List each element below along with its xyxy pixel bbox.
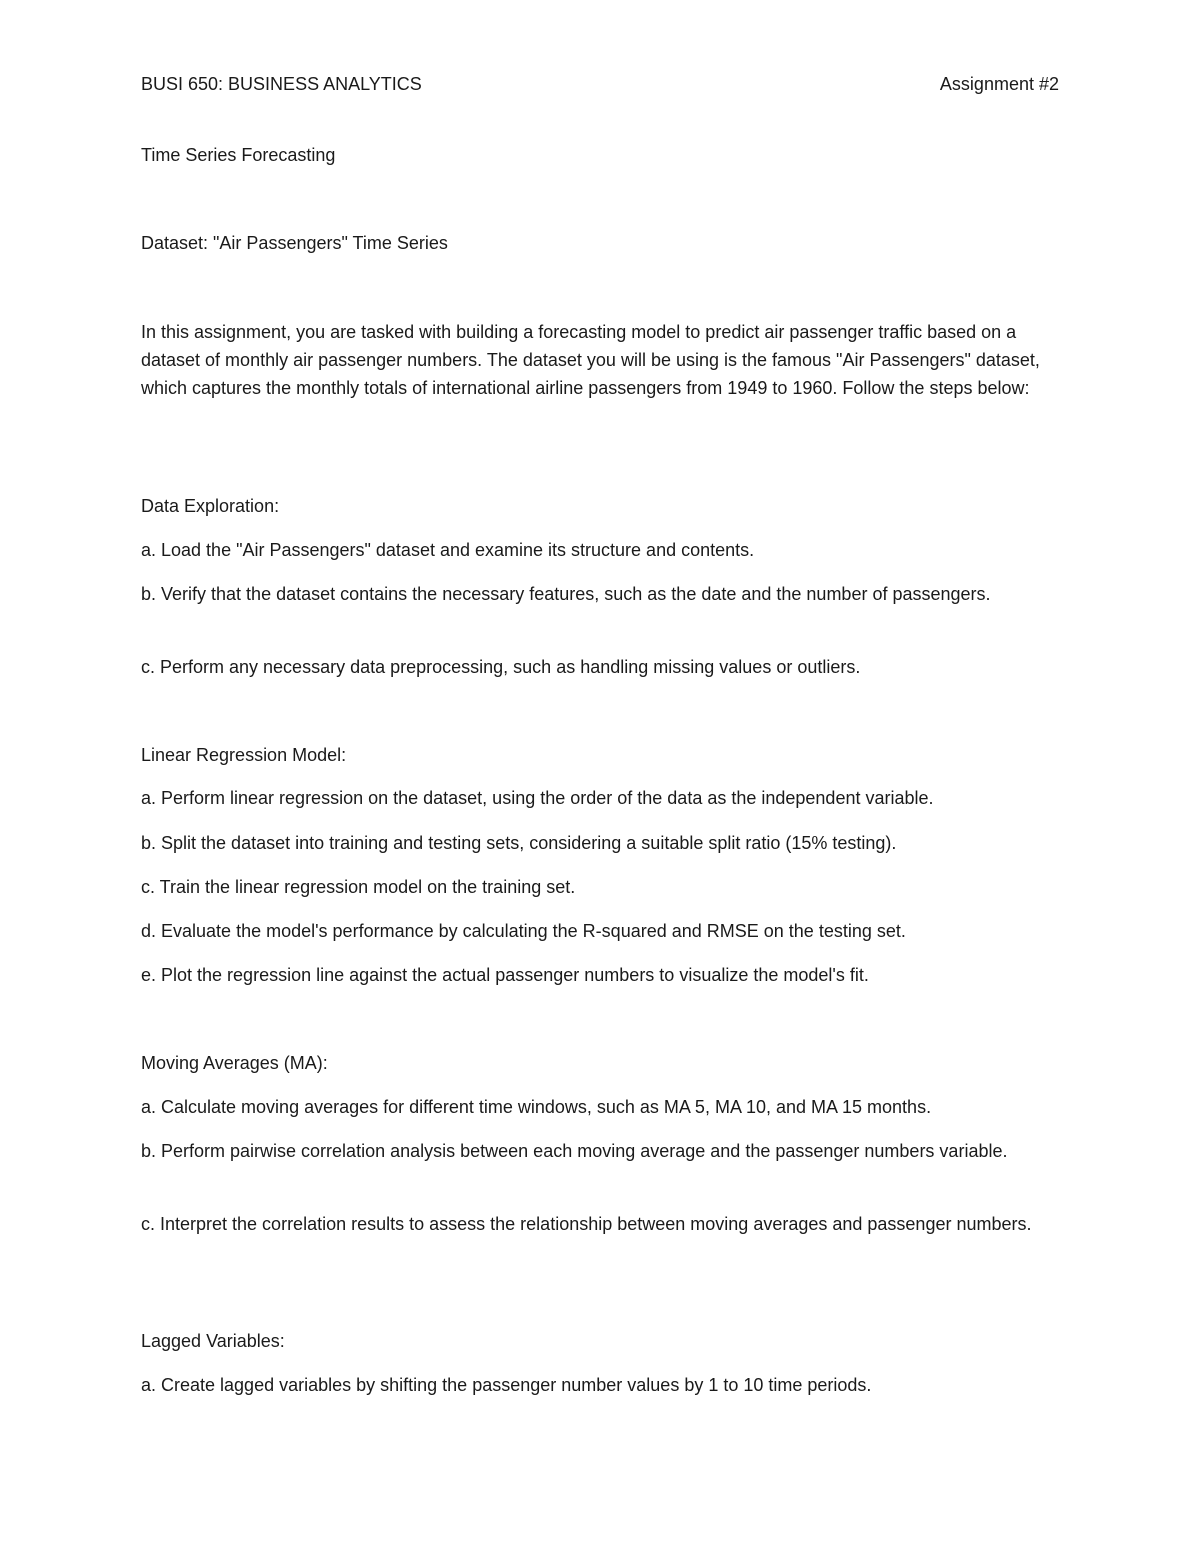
list-item: e. Plot the regression line against the actual passenger numbers to visualize the model's fit. [141, 965, 869, 985]
page-header [141, 70, 1059, 98]
section-heading: Lagged Variables: [141, 1331, 285, 1351]
document-title: Time Series Forecasting [141, 145, 336, 165]
list-item: c. Interpret the correlation results to assess the relationship between moving averages and passenger numbers. [141, 1214, 1032, 1234]
section-heading: Moving Averages (MA): [141, 1053, 328, 1073]
list-item: a. Calculate moving averages for different time windows, such as MA 5, MA 10, and MA 15 months. [141, 1097, 932, 1117]
list-item: c. Train the linear regression model on the training set. [141, 877, 576, 897]
list-item: a. Perform linear regression on the dataset, using the order of the data as the independent variable. [141, 788, 934, 808]
list-item: b. Perform pairwise correlation analysis between each moving average and the passenger numbers variable. [141, 1141, 1008, 1161]
list-item: b. Split the dataset into training and testing sets, considering a suitable split ratio (15% testing). [141, 833, 897, 853]
dataset-line: Dataset: "Air Passengers" Time Series [141, 233, 448, 253]
list-item: b. Verify that the dataset contains the necessary features, such as the date and the number of passengers. [141, 584, 991, 604]
list-item: a. Load the "Air Passengers" dataset and examine its structure and contents. [141, 540, 755, 560]
section-heading: Linear Regression Model: [141, 745, 347, 765]
section-heading: Data Exploration: [141, 496, 280, 516]
list-item: d. Evaluate the model's performance by calculating the R-squared and RMSE on the testing set. [141, 921, 906, 941]
intro-paragraph: In this assignment, you are tasked with building a forecasting model to predict air passenger traffic based on a dataset of monthly air passenger numbers. The dataset you will be using is the famous "Air Passengers" dataset, which captures the monthly totals of international airline passengers from 1949 to 1960. Follow the steps below: [141, 322, 1040, 398]
list-item: a. Create lagged variables by shifting the passenger number values by 1 to 10 time periods. [141, 1375, 872, 1395]
list-item: c. Perform any necessary data preprocessing, such as handling missing values or outliers. [141, 657, 861, 677]
assignment-number: Assignment #2 [939, 74, 1059, 94]
course-title: BUSI 650: BUSINESS ANALYTICS [141, 74, 422, 94]
